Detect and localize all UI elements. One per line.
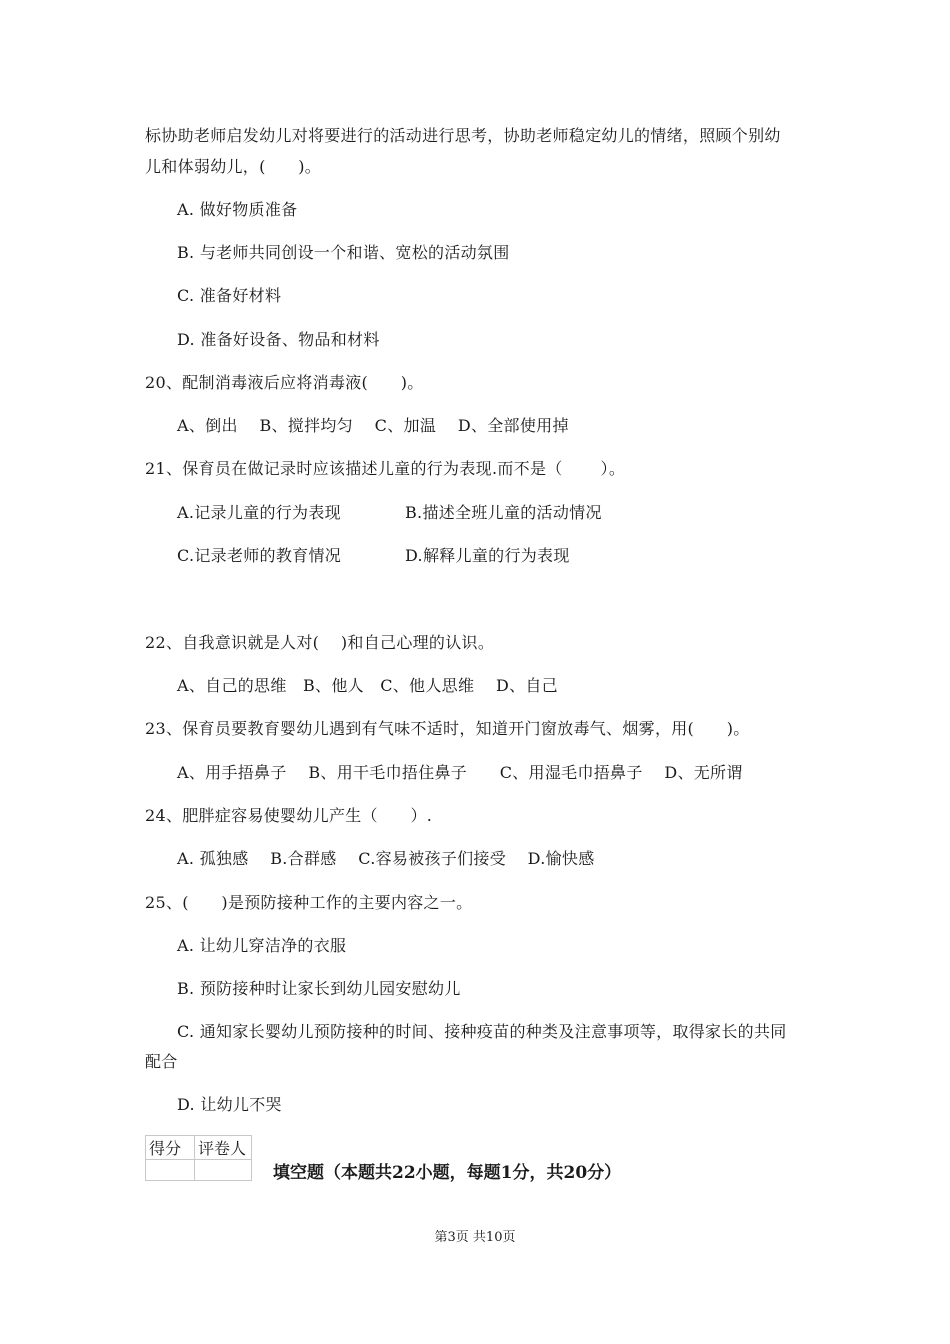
- score-table: [145, 1135, 252, 1181]
- question-22: 22、自我意识就是人对( )和自己心理的认识。: [145, 633, 495, 652]
- question-25: 25、( )是预防接种工作的主要内容之一。: [145, 893, 473, 912]
- grader-cell: [195, 1160, 252, 1181]
- question-23-options: A、用手捂鼻子 B、用干毛巾捂住鼻子 C、用湿毛巾捂鼻子 D、无所谓: [177, 763, 743, 782]
- question-25-option-b: B. 预防接种时让家长到幼儿园安慰幼儿: [177, 979, 461, 998]
- question-23: 23、保育员要教育婴幼儿遇到有气味不适时，知道开门窗放毒气、烟雾，用( )。: [145, 719, 750, 738]
- question-21: 21、保育员在做记录时应该描述儿童的行为表现.而不是（ ）。: [145, 459, 626, 478]
- question-21-option-d: D.解释儿童的行为表现: [405, 546, 570, 565]
- question-20: 20、配制消毒液后应将消毒液( )。: [145, 373, 424, 392]
- section-title: 填空题（本题共22小题，每题1分，共20分）: [273, 1163, 622, 1183]
- question-20-options: A、倒出 B、搅拌均匀 C、加温 D、全部使用掉: [177, 416, 569, 435]
- question-22-options: A、自己的思维 B、他人 C、他人思维 D、自己: [177, 676, 558, 695]
- question-21-option-a: A.记录儿童的行为表现: [177, 503, 341, 522]
- grader-header: 评卷人: [195, 1136, 252, 1160]
- question-21-option-b: B.描述全班儿童的活动情况: [405, 503, 602, 522]
- question-19-continuation-line-2: 儿和体弱幼儿，( )。: [145, 157, 322, 176]
- question-25-option-d: D. 让幼儿不哭: [177, 1095, 282, 1114]
- question-24: 24、肥胖症容易使婴幼儿产生（ ）.: [145, 806, 433, 825]
- question-25-option-c-line-1: C. 通知家长婴幼儿预防接种的时间、接种疫苗的种类及注意事项等，取得家长的共同: [177, 1022, 787, 1041]
- score-header: 得分: [146, 1136, 195, 1160]
- question-25-option-c-line-2: 配合: [145, 1052, 178, 1071]
- option-d: D. 准备好设备、物品和材料: [177, 330, 380, 349]
- score-cell: [146, 1160, 195, 1181]
- question-21-option-c: C.记录老师的教育情况: [177, 546, 342, 565]
- page-footer: 第3页 共10页: [434, 1230, 516, 1245]
- question-25-option-a: A. 让幼儿穿洁净的衣服: [177, 936, 347, 955]
- option-c: C. 准备好材料: [177, 286, 282, 305]
- question-19-continuation-line-1: 标协助老师启发幼儿对将要进行的活动进行思考，协助老师稳定幼儿的情绪，照顾个别幼: [145, 126, 781, 145]
- question-24-options: A. 孤独感 B.合群感 C.容易被孩子们接受 D.愉快感: [177, 849, 595, 868]
- option-a: A. 做好物质准备: [177, 200, 298, 219]
- option-b: B. 与老师共同创设一个和谐、宽松的活动氛围: [177, 243, 510, 262]
